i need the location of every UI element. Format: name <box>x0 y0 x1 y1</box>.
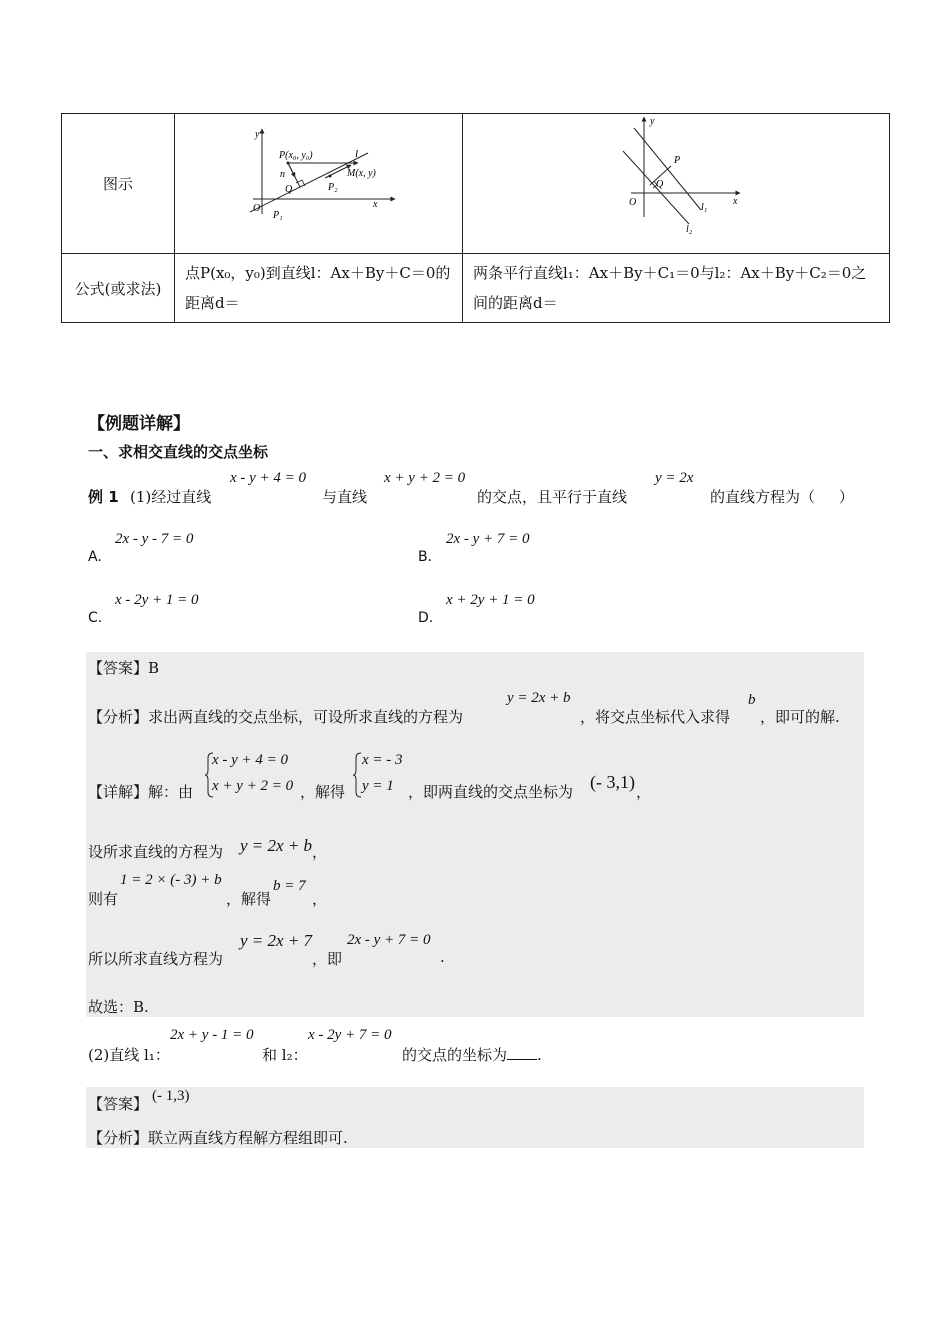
answer-blank[interactable] <box>507 1045 537 1060</box>
fig1-point-p-label: P(x₀, y₀) <box>279 150 313 161</box>
figure-point-line-distance <box>175 114 463 254</box>
fig2-line-l1-label: l₁ <box>701 202 708 213</box>
solution1-line-a-end: ， <box>312 843 328 861</box>
solution1-line-c-expr2: 2x - y + 7 = 0 <box>347 932 431 948</box>
fig2-y-label: y <box>650 116 655 127</box>
solution2-answer-expr: (- 1,3) <box>152 1088 190 1104</box>
solution1-analysis-expr: y = 2x + b <box>507 690 571 706</box>
option-b-expr[interactable]: 2x - y + 7 = 0 <box>446 531 530 547</box>
option-c-expr[interactable]: x - 2y + 1 = 0 <box>115 592 199 608</box>
row-label-formula: 公式(或求法) <box>62 254 175 323</box>
part2-line2-expr: x - 2y + 7 = 0 <box>308 1027 392 1043</box>
solution1-analysis-text: 【分析】求出两直线的交点坐标，可设所求直线的方程为 <box>88 708 464 726</box>
example-part1-text-b: 与直线 <box>322 488 368 506</box>
solution1-detail-text: 【详解】解：由 <box>88 783 194 801</box>
solution1-analysis-b: b <box>748 692 756 708</box>
solution1-line-c-mid: ，即 <box>312 950 343 968</box>
fig1-line-l-label: l <box>355 148 359 160</box>
solution1-line-c-text: 所以所求直线方程为 <box>88 950 224 968</box>
solution1-line-c-end: . <box>440 948 445 966</box>
intersection-point: (- 3,1) <box>590 772 635 792</box>
fig1-point-m-label: M(x, y) <box>347 168 376 179</box>
option-c-letter[interactable]: C. <box>88 610 103 626</box>
example-line1-expr: x - y + 4 = 0 <box>230 470 307 486</box>
solution1-line-b-expr: 1 = 2 × (- 3) + b <box>120 872 222 888</box>
solution1-detail-mid: ，解得 <box>300 783 346 801</box>
solution1-line-b-expr2: b = 7 <box>273 878 306 894</box>
solution1-analysis-mid: ，将交点坐标代入求得 <box>580 708 731 726</box>
fig1-y-label: y <box>255 129 260 140</box>
subsection-title: 一、求相交直线的交点坐标 <box>88 443 269 461</box>
parallel-lines-distance-formula: 两条平行直线l₁：Ax＋By＋C₁＝0与l₂：Ax＋By＋C₂＝0之间的距离d＝ <box>463 254 890 323</box>
system2-brace <box>352 752 362 798</box>
solution1-detail-end2: ， <box>636 783 652 801</box>
option-a-expr[interactable]: 2x - y - 7 = 0 <box>115 531 194 547</box>
solution2-analysis: 【分析】联立两直线方程解方程组即可. <box>88 1129 348 1147</box>
fig1-x-label: x <box>373 199 378 210</box>
option-b-letter[interactable]: B. <box>418 549 433 565</box>
option-d-letter[interactable]: D. <box>418 610 434 626</box>
fig2-foot-q-label: Q <box>656 179 664 190</box>
system1-eq1: x - y + 4 = 0 <box>212 752 289 768</box>
option-a-letter[interactable]: A. <box>88 549 102 565</box>
parallel-lines-distance-diagram <box>463 114 889 249</box>
example-label: 例 1 <box>88 488 119 506</box>
solution1-answer: 【答案】B <box>88 659 160 677</box>
solution1-conclusion: 故选：B. <box>88 998 149 1016</box>
part2-mid: 和 l₂： <box>262 1046 308 1064</box>
part2-line1-expr: 2x + y - 1 = 0 <box>170 1027 254 1043</box>
fig2-x-label: x <box>733 196 738 207</box>
solution1-line-a-text: 设所求直线的方程为 <box>88 843 224 861</box>
example-part1-text-a: (1)经过直线 <box>130 488 212 506</box>
part2-prefix: (2)直线 l₁： <box>88 1046 170 1064</box>
section-title: 【例题详解】 <box>88 414 190 434</box>
example-part1-text-c: 的交点，且平行于直线 <box>477 488 628 506</box>
solution1-analysis-end: ，即可的解. <box>760 708 840 726</box>
solution1-line-a-expr: y = 2x + b <box>240 836 313 855</box>
fig2-point-p-label: P <box>674 155 681 166</box>
fig1-point-p1-label: P₁ <box>273 210 283 221</box>
part2-suffix: 的交点的坐标为 . <box>402 1046 542 1064</box>
fig2-origin-label: O <box>629 197 637 208</box>
system2-eq2: y = 1 <box>362 778 394 794</box>
point-line-distance-formula: 点P(x₀，y₀)到直线l：Ax＋By＋C＝0的距离d＝ <box>175 254 463 323</box>
figure-parallel-lines-distance <box>463 114 890 254</box>
example-line3-expr: y = 2x <box>655 470 694 486</box>
fig1-foot-q-label: Q <box>285 184 293 195</box>
system2-eq1: x = - 3 <box>362 752 403 768</box>
solution1-line-c-expr: y = 2x + 7 <box>240 931 313 950</box>
system1-eq2: x + y + 2 = 0 <box>212 778 294 794</box>
option-d-expr[interactable]: x + 2y + 1 = 0 <box>446 592 535 608</box>
example-line2-expr: x + y + 2 = 0 <box>384 470 466 486</box>
point-line-distance-diagram <box>175 114 462 249</box>
example-part1-text-d: 的直线方程为（ ） <box>710 488 854 506</box>
solution1-line-b-text: 则有 <box>88 890 119 908</box>
fig2-line-l2-label: l₂ <box>686 224 693 235</box>
solution1-line-b-end: ， <box>312 890 328 908</box>
fig1-normal-n-label: n <box>280 169 285 180</box>
fig1-origin-label: O <box>253 203 261 214</box>
solution2-answer-label: 【答案】 <box>88 1095 149 1113</box>
fig1-point-p2-label: P₂ <box>328 182 338 193</box>
solution1-detail-end: ，即两直线的交点坐标为 <box>408 783 574 801</box>
distance-formula-table <box>61 113 890 323</box>
row-label-figure: 图示 <box>62 114 175 254</box>
solution1-line-b-mid: ，解得 <box>226 890 272 908</box>
